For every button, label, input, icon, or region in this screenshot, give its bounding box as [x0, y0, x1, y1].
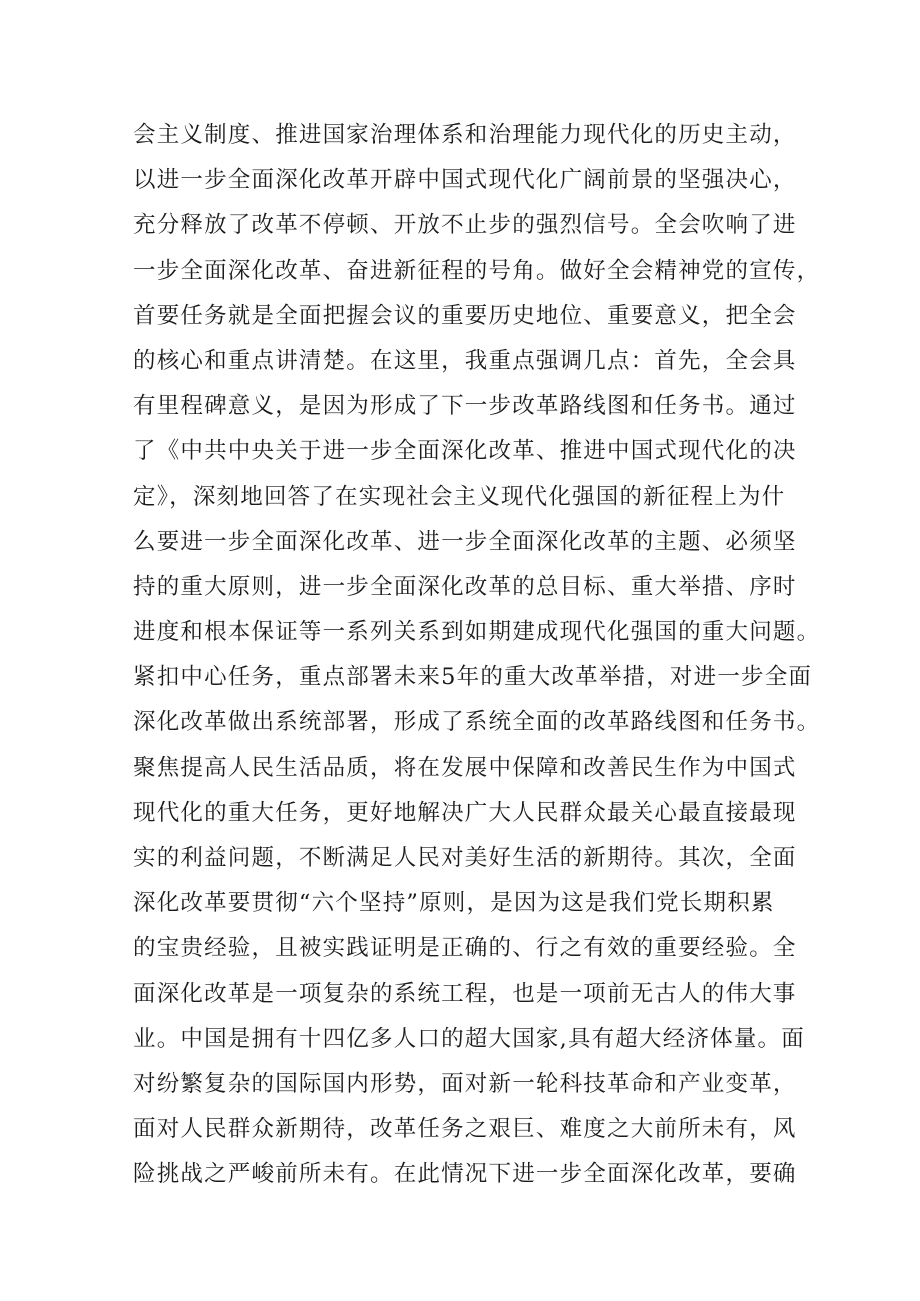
- text-line: 么要进一步全面深化改革、进一步全面深化改革的主题、必须坚: [133, 528, 797, 555]
- text-line: 一步全面深化改革、奋进新征程的号角。做好全会精神党的宣传，: [133, 257, 821, 284]
- text-line: 面对人民群众新期待，改革任务之艰巨、难度之大前所未有，风: [133, 1116, 797, 1143]
- text-line: 定》，深刻地回答了在实现社会主义现代化强国的新征程上为什: [133, 483, 786, 510]
- text-line: 聚焦提高人民生活品质，将在发展中保障和改善民生作为中国式: [133, 754, 797, 781]
- text-line: 以进一步全面深化改革开辟中国式现代化广阔前景的坚强决心，: [133, 167, 797, 194]
- text-line: 现代化的重大任务，更好地解决广大人民群众最关心最直接最现: [133, 799, 797, 826]
- text-line: 持的重大原则，进一步全面深化改革的总目标、重大举措、序时: [133, 573, 797, 600]
- text-line: 险挑战之严峻前所未有。在此情况下进一步全面深化改革，要确: [133, 1161, 797, 1188]
- body-text: [133, 113, 821, 1198]
- text-line: 业。中国是拥有十四亿多人口的超大国家,具有超大经济体量。面: [133, 1025, 805, 1052]
- text-line: 会主义制度、推进国家治理体系和治理能力现代化的历史主动，: [133, 122, 797, 148]
- text-line: 的宝贵经验，且被实践证明是正确的、行之有效的重要经验。全: [133, 935, 797, 962]
- text-line: 对纷繁复杂的国际国内形势，面对新一轮科技革命和产业变革，: [133, 1070, 797, 1097]
- text-line: 有里程碑意义，是因为形成了下一步改革路线图和任务书。通过: [133, 393, 797, 420]
- text-line: 了《中共中央关于进一步全面深化改革、推进中国式现代化的决: [133, 438, 797, 465]
- text-line: 进度和根本保证等一系列关系到如期建成现代化强国的重大问题。: [133, 619, 821, 646]
- text-line: 紧扣中心任务，重点部署未来5年的重大改革举措，对进一步全面: [133, 664, 813, 691]
- text-line: 深化改革做出系统部署，形成了系统全面的改革路线图和任务书。: [133, 709, 821, 736]
- text-line: 首要任务就是全面把握会议的重要历史地位、重要意义，把全会: [133, 302, 797, 329]
- text-line: 深化改革要贯彻“六个坚持”原则，是因为这是我们党长期积累: [133, 890, 775, 917]
- text-line: 面深化改革是一项复杂的系统工程，也是一项前无古人的伟大事: [133, 980, 797, 1007]
- text-line: 的核心和重点讲清楚。在这里，我重点强调几点：首先，全会具: [133, 347, 797, 374]
- text-line: 充分释放了改革不停顿、开放不止步的强烈信号。全会吹响了进: [133, 212, 797, 239]
- text-line: 实的利益问题，不断满足人民对美好生活的新期待。其次，全面: [133, 845, 797, 871]
